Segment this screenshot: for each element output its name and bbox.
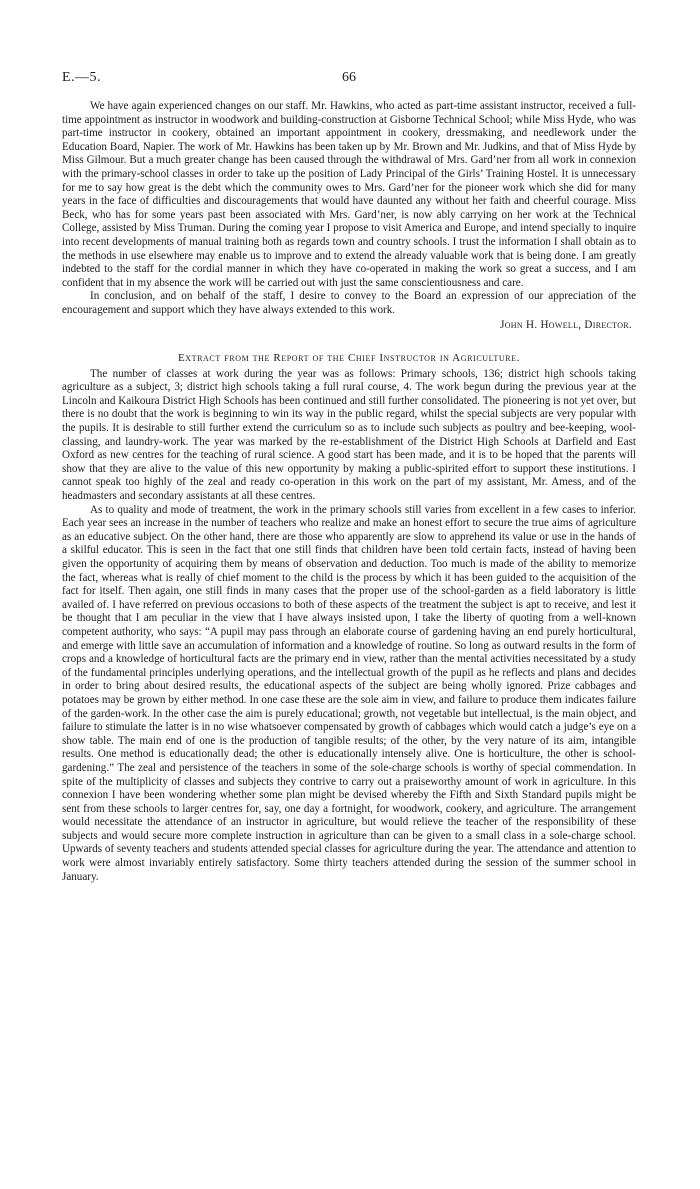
section-heading: Extract from the Report of the Chief Instructor in Agriculture. [177, 352, 521, 365]
quality-paragraph: As to quality and mode of treatment, the work in the primary schools still varies from excellent in a few cases to inferior. Each year sees an increase in the number of teachers who realize and make an honest effort to secure the true aims of agriculture as an educative subject. On the other hand, there are those who apparently are slow to apprehend its value or use in the hands of a skilful educator. This is seen in the fact that one still finds that children have been told certain facts, instead of having been given the opportunity of acquiring them by means of observation and deduction. Too much is made of the ability to memorize the fact, whereas what is really of chief moment to the child is the process by which it has been guided to the acquisition of the fact for itself. Then again, one still finds in many cases that the proper use of the school-garden as a field laboratory is little availed of. I have referred on previous occasions to both of these aspects of the treatment the subject is apt to receive, and lest it be thought that I am peculiar in the view that I have always insisted upon, I take the liberty of quoting from a well-known competent authority, who says: “A pupil may pass through an elaborate course of gardening having an end purely horticultural, and emerge with little save an accumulation of information and a knowledge of routine. So long as outward results in the form of crops and a knowledge of horticultural facts are the primary end in view, rather than the mental activities necessitated by a study of the fundamental principles underlying operations, and the intellectual growth of the pupil as he reflects and plans and decides in order to bring about desired results, the educational aspects of the subject are being wholly ignored. Prize cabbages and potatoes may be grown by either method. In one case these are the sole aim in view, and failure to produce them indicates failure of the garden-work. In the other case the aim is purely educational; growth, not vegetable but intellectual, is the main object, and failure to stimulate the latter is in no wise whatsoever compensated by growth of cabbages which would catch a judge’s eye on a show table. The main end of one is the production of tangible results; of the other, by the very nature of its aim, intangible results. One method is educationally dead; the other is educationally intensely alive. One is horticulture, the other is school-gardening.” The zeal and persistence of the teachers in some of the sole-charge schools is worthy of special commendation. In spite of the multiplicity of classes and subjects they contrive to carry out a praiseworthy amount of work in agriculture. In this connexion I have been wondering whether some plan might be devised whereby the Fifth and Sixth Standard pupils might be sent from these schools to larger centres for, say, one day a fortnight, for woodwork, cookery, and agriculture. The arrangement would necessitate the attendance of an instructor in agriculture, but would relieve the teacher of the responsibility of these subjects and would secure more complete instruction in agriculture than can be given to a small class in a sole-charge school. Upwards of seventy teachers and students attended special classes for agriculture during the year. The attendance and attention to work were almost invariably entirely satisfactory. Some thirty teachers attended during the session of the summer school in January. [62, 503, 636, 883]
conclusion-paragraph: In conclusion, and on behalf of the staff, I desire to convey to the Board an expression of our appreciation of the encouragement and support which they have always extended to this work. [62, 290, 636, 316]
document-body [62, 100, 636, 884]
document-reference: E.—5. [62, 70, 102, 85]
page-header [62, 70, 636, 90]
page-number: 66 [342, 70, 356, 85]
director-signature: John H. Howell, Director. [500, 318, 632, 331]
staff-changes-paragraph: We have again experienced changes on our staff. Mr. Hawkins, who acted as part-time assistant instructor, received a full-time appointment as instructor in woodwork and building-construction at Gisborne Technical School; while Miss Hyde, who was part-time instructor in cookery, obtained an important appointment in cookery, dressmaking, and needlework under the Education Board, Napier. The work of Mr. Hawkins has been taken up by Mr. Brown and Mr. Judkins, and that of Miss Hyde by Miss Gilmour. But a much greater change has been caused through the withdrawal of Mrs. Gard’ner from all work in connexion with the primary-school classes in order to take up the position of Lady Principal of the Girls’ Training Hostel. It is unnecessary for me to say how great is the debt which the community owes to Mrs. Gard’ner for the pioneer work which she did for many years in the face of difficulties and discouragements that would have daunted any without her faith and cheerful courage. Miss Beck, who has for some years past been associated with Mrs. Gard’ner, is now ably carrying on her work at the Technical College, assisted by Miss Truman. During the coming year I propose to visit America and Europe, and intend specially to inquire into recent developments of manual training both as regards town and country schools. I trust the information I shall obtain as to the methods in use elsewhere may enable us to improve and to extend the already valuable work that is being done. I am greatly indebted to the staff for the cordial manner in which they have co-operated in making the work so great a success, and I am confident that in my absence the work will be carried out with just the same conscientiousness and care. [62, 100, 636, 289]
classes-paragraph: The number of classes at work during the year was as follows: Primary schools, 136; district high schools taking agriculture as a subject, 3; district high schools taking a full rural course, 4. The work begun during the previous year at the Lincoln and Kaikoura District High Schools has been continued and still further consolidated. The pioneering is not yet over, but there is no doubt that the work is beginning to win its way in the public regard, whilst the special subjects are very popular with the pupils. It is desirable to still further extend the curriculum so as to include such subjects as poultry and bee-keeping, wool-classing, and laundry-work. The year was marked by the re-establishment of the District High Schools at Darfield and East Oxford as new centres for the teaching of rural science. A good start has been made, and it is to be hoped that the parents will show that they are alive to the value of this new opportunity by making a public-spirited effort to support these institutions. I cannot speak too highly of the zeal and ready co-operation in this work on the part of my assistant, Mr. Amess, and of the headmasters and secondary assistants at all these centres. [62, 367, 636, 503]
